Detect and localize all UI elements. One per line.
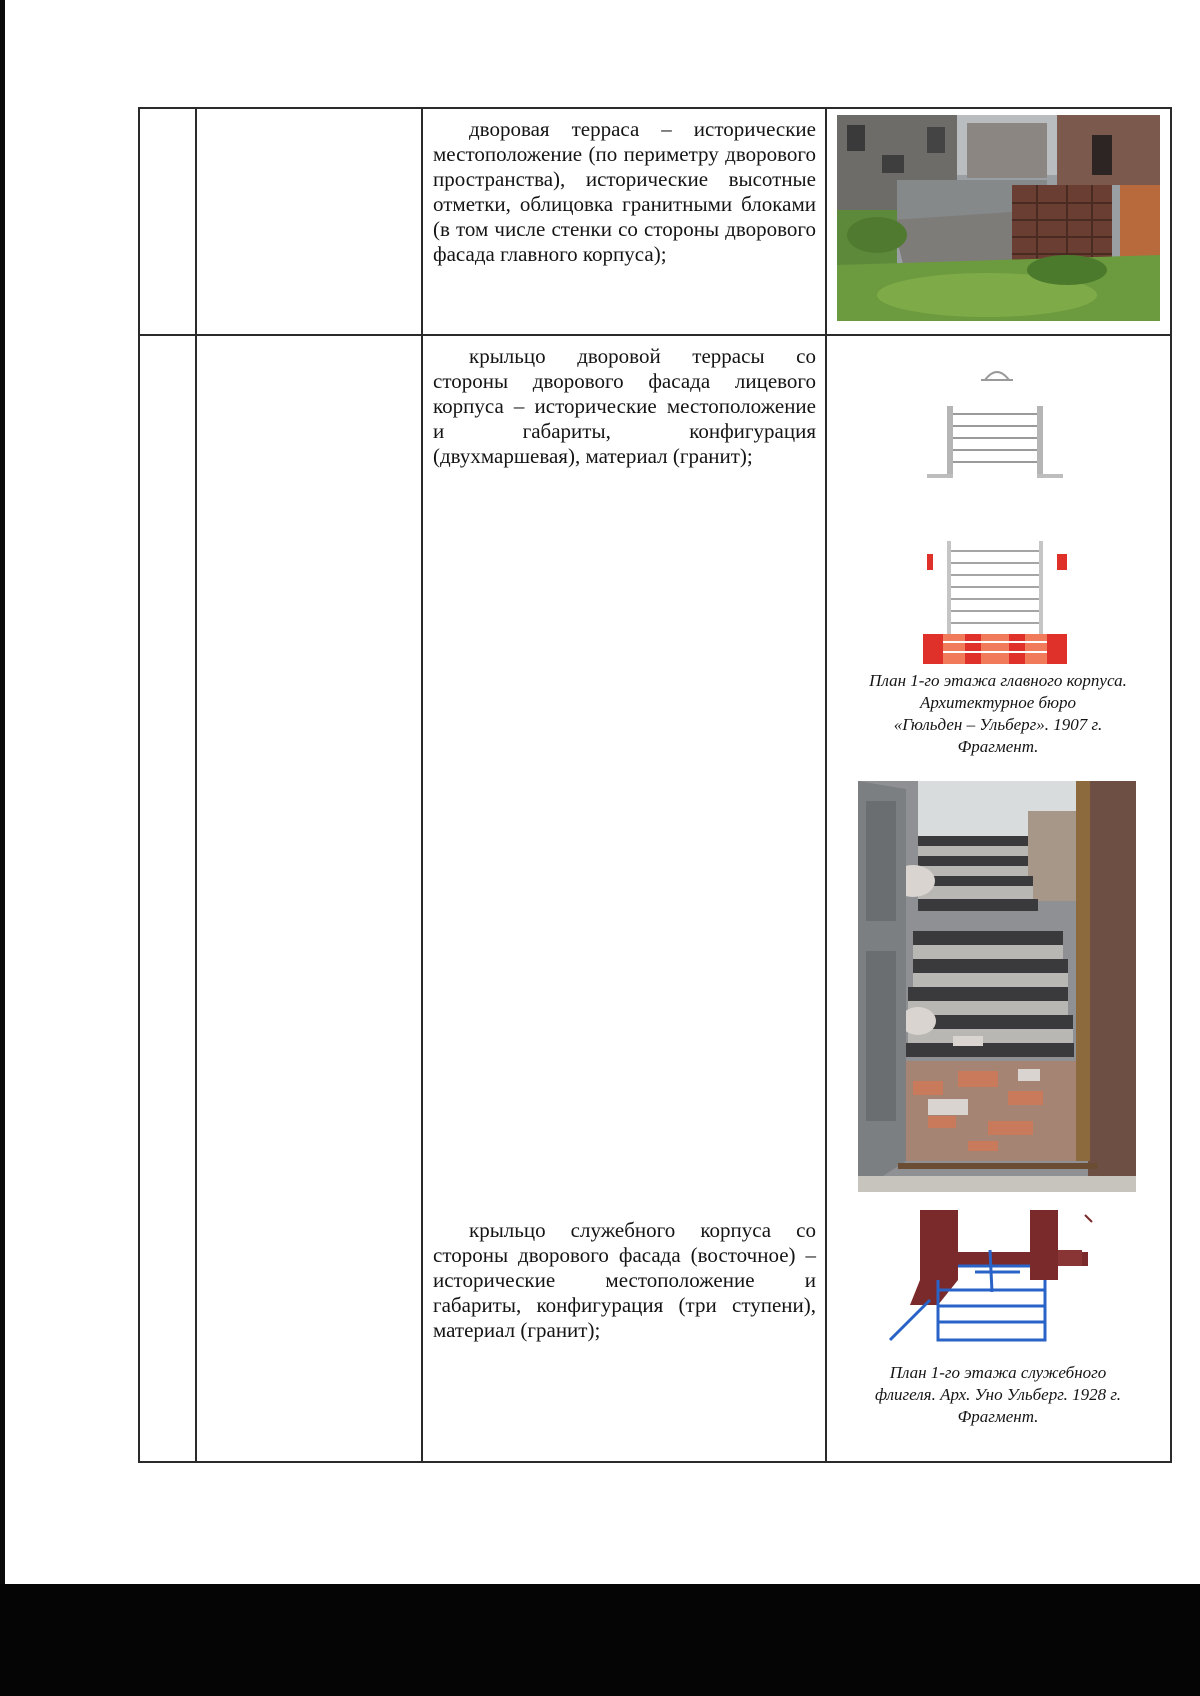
- courtyard-terrace-photo-image: [837, 115, 1160, 321]
- plan-1907-caption: [829, 670, 1167, 758]
- caption-line: Фрагмент.: [957, 1407, 1039, 1426]
- column-divider-3: [825, 107, 827, 1463]
- caption-line: флигеля. Арх. Уно Ульберг. 1928 г.: [874, 1385, 1122, 1404]
- table-border-bottom: [138, 1461, 1172, 1463]
- granite-stair-photo-image: [858, 781, 1136, 1192]
- row-1-description-cell: [433, 117, 816, 267]
- row-2-description-cell-2: [433, 1218, 816, 1343]
- table-border-top: [138, 107, 1172, 109]
- column-divider-2: [421, 107, 423, 1463]
- table-border-right: [1170, 107, 1172, 1463]
- caption-line: Архитектурное бюро: [919, 693, 1077, 712]
- service-porch-description: крыльцо служебного корпуса со стороны дворового фасада (восточное) – исторические местоположение и габариты, конфигурация (три ступени), материал (гранит);: [433, 1218, 816, 1342]
- terrace-photo: [837, 115, 1160, 321]
- three-step-stair-plan-image: [880, 1210, 1110, 1350]
- table-border-left: [138, 107, 140, 1463]
- plan-fragment-1907: [905, 356, 1085, 668]
- terrace-description: дворовая терраса – исторические местоположение (по периметру дворового пространства), исторические высотные отметки, облицовка гранитными блоками (в том числе стенки со стороны дворового фасада главного корпуса);: [433, 117, 816, 266]
- stair-photo: [858, 781, 1136, 1192]
- row-2-description-cell-1: [433, 344, 816, 469]
- plan-fragment-1928: [880, 1210, 1110, 1350]
- scan-bottom-band: [0, 1584, 1200, 1696]
- plan-1928-caption: [829, 1362, 1167, 1428]
- column-divider-1: [195, 107, 197, 1463]
- terrace-porch-description: крыльцо дворовой террасы со стороны дворового фасада лицевого корпуса – исторические местоположение и габариты, конфигурация (двухмаршевая), материал (гранит);: [433, 344, 816, 468]
- scan-left-edge: [0, 0, 5, 1696]
- caption-line: План 1-го этажа главного корпуса.: [869, 671, 1127, 690]
- row-divider: [138, 334, 1172, 336]
- caption-line: «Гюльден – Ульберг». 1907 г.: [893, 715, 1103, 734]
- caption-line: Фрагмент.: [957, 737, 1039, 756]
- caption-line: План 1-го этажа служебного: [889, 1363, 1107, 1382]
- double-flight-stair-plan-image: [905, 356, 1085, 668]
